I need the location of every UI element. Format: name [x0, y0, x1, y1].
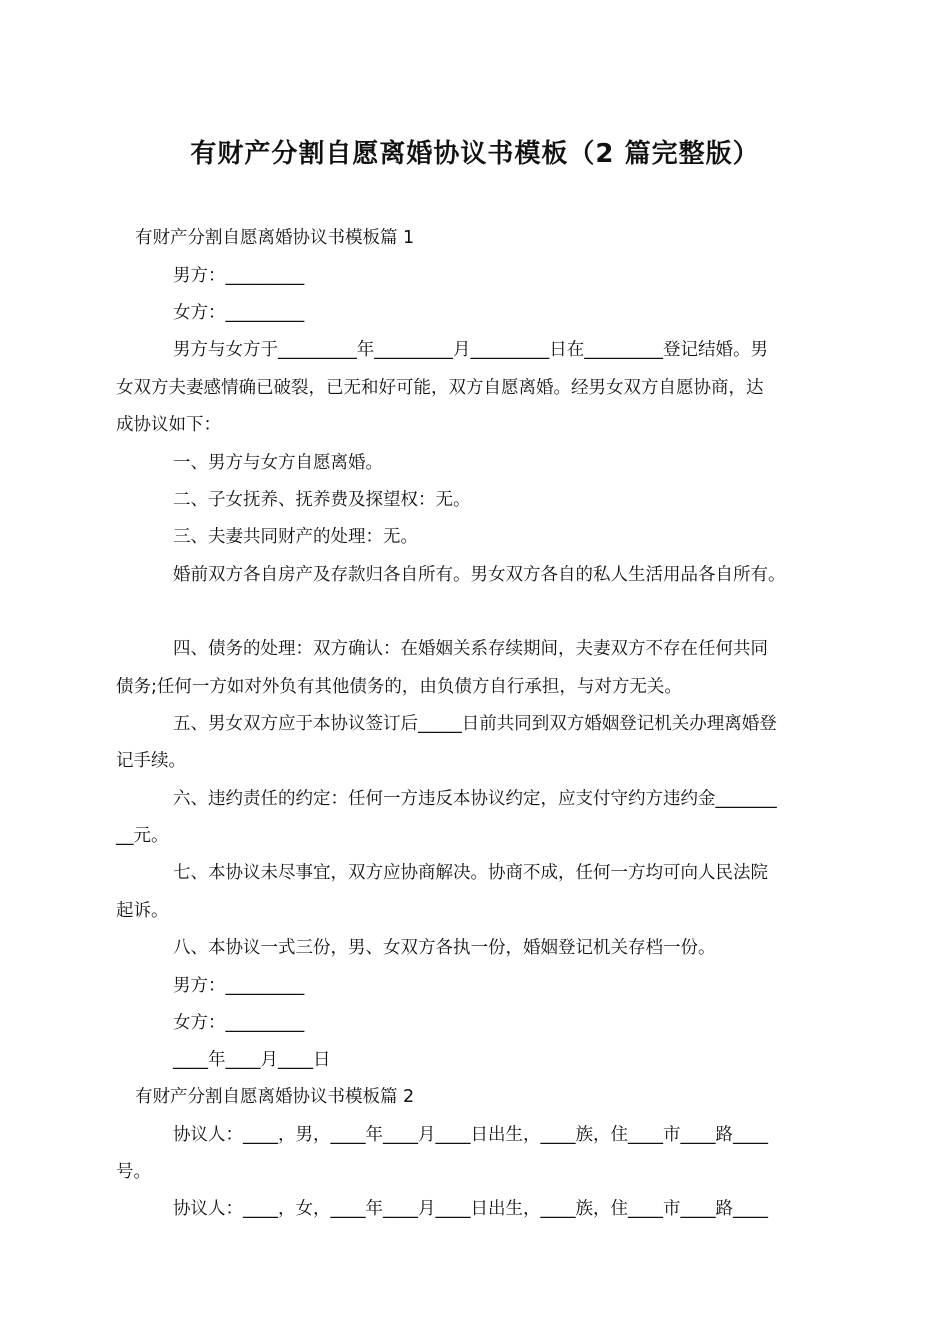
section-heading-1: 有财产分割自愿离婚协议书模板篇 1: [135, 228, 415, 248]
female-party-line: 女方：_________: [173, 303, 305, 323]
paragraph-line: 起诉。: [116, 901, 169, 921]
male-party-line: 男方：_________: [173, 266, 305, 286]
paragraph-line: 婚前双方各自房产及存款归各自所有。男女双方各自的私人生活用品各自所有。: [173, 565, 786, 585]
clause-7: 七、本协议未尽事宜，双方应协商解决。协商不成，任何一方均可向人民法院: [173, 863, 768, 883]
paragraph-line: 女双方夫妻感情确已破裂，已无和好可能，双方自愿离婚。经男女双方自愿协商，达: [116, 378, 764, 398]
document-title: 有财产分割自愿离婚协议书模板（2 篇完整版）: [190, 139, 760, 169]
clause-4: 四、债务的处理：双方确认：在婚姻关系存续期间，夫妻双方不存在任何共同: [173, 639, 768, 659]
paragraph-line: 记手续。: [116, 751, 186, 771]
clause-8: 八、本协议一式三份，男、女双方各执一份，婚姻登记机关存档一份。: [173, 938, 716, 958]
clause-1: 一、男方与女方自愿离婚。: [173, 453, 383, 473]
clause-6: 六、违约责任的约定：任何一方违反本协议约定，应支付守约方违约金_______: [173, 789, 777, 809]
female-signature-line: 女方：_________: [173, 1013, 305, 1033]
section-heading-2: 有财产分割自愿离婚协议书模板篇 2: [135, 1087, 415, 1107]
paragraph-line: 号。: [116, 1162, 151, 1182]
paragraph-line: __元。: [116, 826, 169, 846]
paragraph-line: 男方与女方于_________年_________月_________日在_________登记结婚。男: [173, 340, 768, 360]
clause-3: 三、夫妻共同财产的处理：无。: [173, 527, 418, 547]
male-signature-line: 男方：_________: [173, 976, 305, 996]
clause-5: 五、男女双方应于本协议签订后_____日前共同到双方婚姻登记机关办理离婚登: [173, 714, 777, 734]
party-line: 协议人：____，女，____年____月____日出生，____族，住____市____路____: [173, 1199, 768, 1219]
paragraph-line: 成协议如下：: [116, 415, 221, 435]
party-line: 协议人：____，男，____年____月____日出生，____族，住____市____路____: [173, 1125, 768, 1145]
clause-2: 二、子女抚养、抚养费及探望权：无。: [173, 490, 471, 510]
paragraph-line: 债务;任何一方如对外负有其他债务的，由负债方自行承担，与对方无关。: [116, 677, 682, 697]
date-line: ____年____月____日: [173, 1050, 331, 1070]
